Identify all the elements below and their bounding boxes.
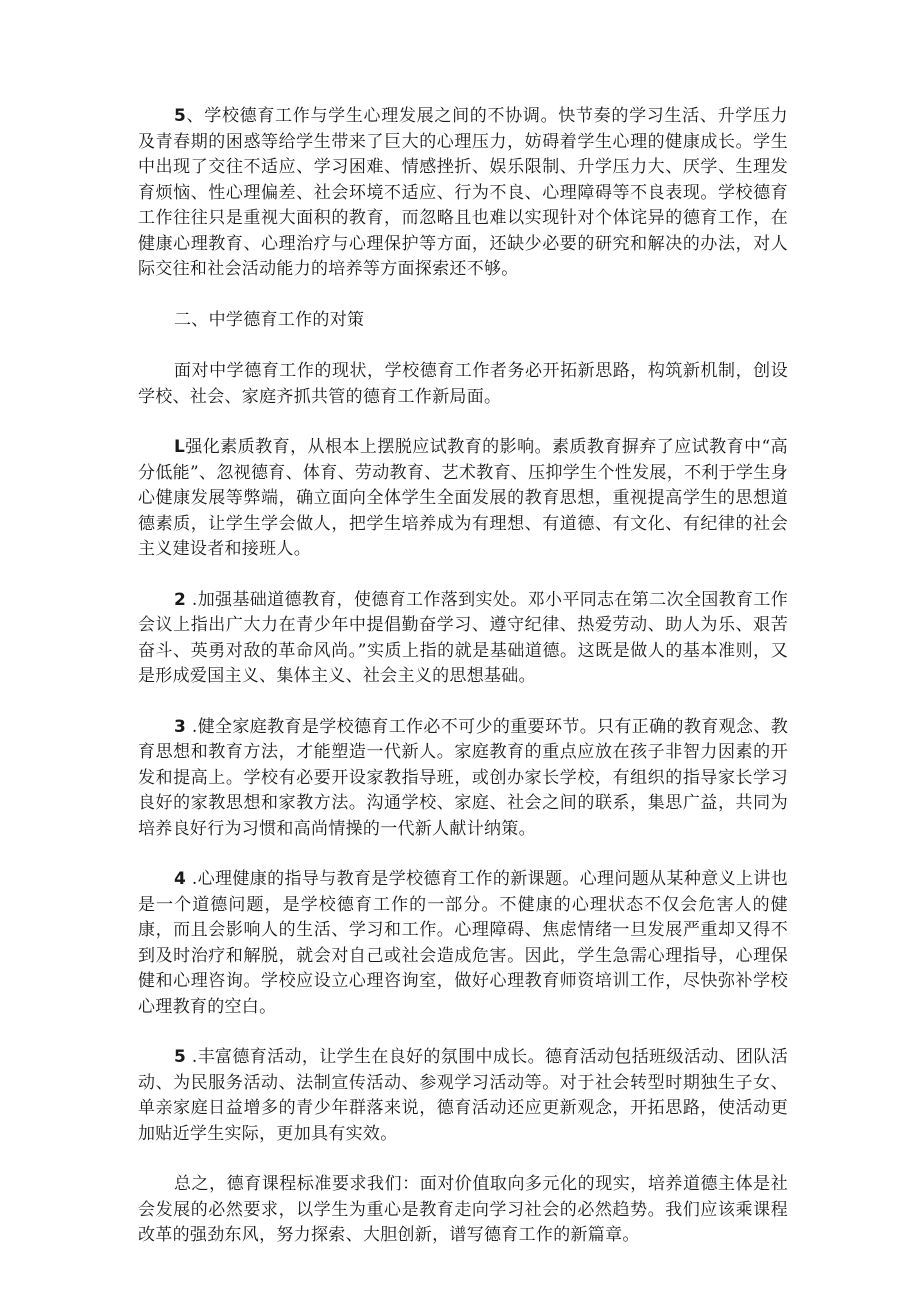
paragraph-item-5 [138,1045,788,1147]
item-separator: . [186,589,198,610]
paragraph-text: 丰富德育活动，让学生在良好的氛围中成长。德育活动包括班级活动、团队活动、为民服务活动、法制宣传活动、参观学习活动等。对于社会转型时期独生子女、单亲家庭日益增多的青少年群落来说，德育活动还应更新观念，开拓思路，使活动更加贴近学生实际，更加具有实效。 [138,1047,788,1144]
item-separator: 、 [186,106,205,126]
item-separator: . [186,1047,198,1067]
document-body [138,104,788,1274]
paragraph-item-5-problem [138,104,788,283]
paragraph-text: 心理健康的指导与教育是学校德育工作的新课题。心理问题从某种意义上讲也是一个道德问题，是学校德育工作的一部分。不健康的心理状态不仅会危害人的健康，而且会影响人的生活、学习和工作。心理障碍、焦虑情绪一旦发展严重却又得不到及时治疗和解脱，就会对自己或社会造成危害。因此，学生急需心理指导，心理保健和心理咨询。学校应设立心理咨询室，做好心理教育师资培训工作，尽快弥补学校心理教育的空白。 [138,869,788,1017]
item-number: 4 [174,869,187,889]
paragraph-item-2 [138,588,788,690]
paragraph-item-3 [138,715,788,843]
item-separator: . [186,716,198,737]
item-separator: . [186,869,198,889]
item-number: 2 [174,589,187,610]
conclusion-paragraph: 总之，德育课程标准要求我们：面对价值取向多元化的现实，培养道德主体是社会发展的必然要求，以学生为重心是教育走向学习社会的必然趋势。我们应该乘课程改革的强劲东风，努力探索、大胆创新，谱写德育工作的新篇章。 [138,1174,788,1245]
item-number: 5 [174,106,187,126]
item-number: 5 [174,1047,187,1067]
paragraph-text: 加强基础道德教育，使德育工作落到实处。邓小平同志在第二次全国教育工作会议上指出广大力在青少年中提倡勤奋学习、遵守纪律、热爱劳动、助人为乐、艰苦奋斗、英勇对敌的革命风尚。”实质上指的就是基础道德。这既是做人的基本准则，又是形成爱国主义、集体主义、社会主义的思想基础。 [138,589,788,686]
item-number: 3 [174,716,187,737]
paragraph-text: 健全家庭教育是学校德育工作必不可少的重要环节。只有正确的教育观念、教育思想和教育方法，才能塑造一代新人。家庭教育的重点应放在孩子非智力因素的开发和提高上。学校有必要开设家教指导班，或创办家长学校，有组织的指导家长学习良好的家教思想和家教方法。沟通学校、家庭、社会之间的联系，集思广益，共同为培养良好行为习惯和高尚情操的一代新人献计纳策。 [138,716,788,839]
paragraph-item-4 [138,867,788,1020]
paragraph-item-1 [138,435,788,563]
item-number: L [174,437,186,457]
paragraph-text: 学校德育工作与学生心理发展之间的不协调。快节奏的学习生活、升学压力及青春期的困惑等给学生带来了巨大的心理压力，妨碍着学生心理的健康成长。学生中出现了交往不适应、学习困难、情感挫折、娱乐限制、升学压力大、厌学、生理发育烦恼、性心理偏差、社会环境不适应、行为不良、心理障碍等不良表现。学校德育工作往往只是重视大面积的教育，而忽略且也难以实现针对个体诧异的德育工作，在健康心理教育、心理治疗与心理保护等方面，还缺少必要的研究和解决的办法，对人际交往和社会活动能力的培养等方面探索还不够。 [138,106,788,279]
intro-paragraph: 面对中学德育工作的现状，学校德育工作者务必开拓新思路，构筑新机制，创设学校、社会、家庭齐抓共管的德育工作新局面。 [138,361,788,407]
section-heading: 二、中学德育工作的对策 [174,309,365,330]
paragraph-text: 强化素质教育，从根本上摆脱应试教育的影响。素质教育摒弃了应试教育中“高分低能”、忽视德育、体育、劳动教育、艺术教育、压抑学生个性发展，不利于学生身心健康发展等弊端，确立面向全体学生全面发展的教育思想，重视提高学生的思想道德素质，让学生学会做人，把学生培养成为有理想、有道德、有文化、有纪律的社会主义建设者和接班人。 [138,437,788,559]
